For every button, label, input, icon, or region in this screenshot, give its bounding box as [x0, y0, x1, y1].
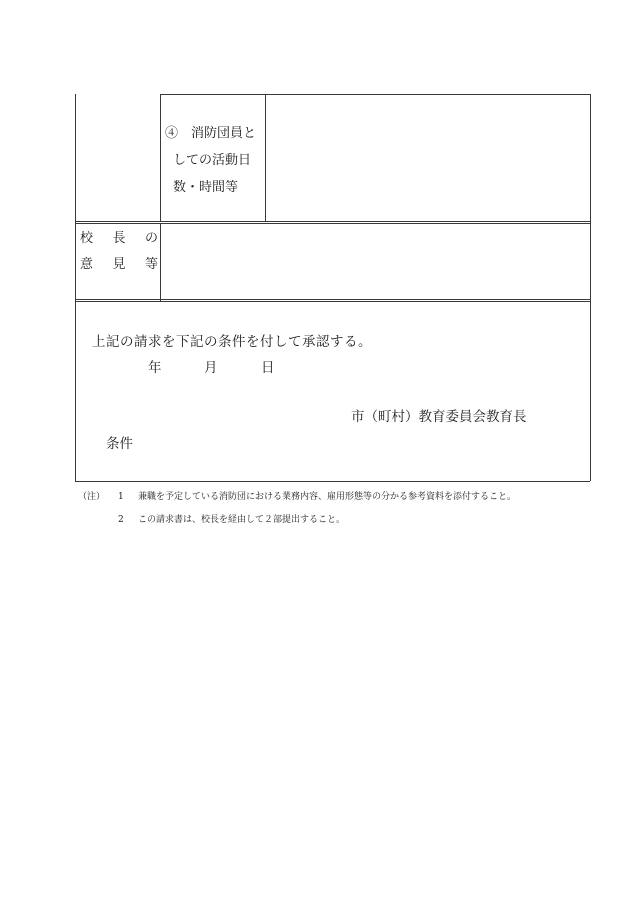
item4-label-line1: ④ 消防団員と — [165, 126, 257, 141]
table-bottom-line — [75, 481, 590, 482]
row-divider-1 — [75, 221, 590, 224]
item4-top-line — [160, 94, 590, 95]
condition-label: 条件 — [106, 436, 133, 452]
item4-right-divider — [265, 94, 266, 222]
principal-opinion-label — [80, 226, 158, 278]
approval-month: 月 — [204, 360, 218, 376]
note-1-number: 1 — [118, 492, 124, 502]
note-1-text: 兼職を予定している消防団における業務内容、雇用形態等の分かる参考資料を添付すること。 — [138, 492, 517, 502]
principal-divider — [160, 223, 161, 301]
principal-char: 見 — [112, 257, 126, 272]
notes-label: （注） — [78, 492, 106, 502]
signatory-title: 市（町村）教育委員会教育長 — [351, 409, 527, 425]
approval-day: 日 — [261, 360, 275, 376]
item4-label-line3: 数・時間等 — [173, 180, 239, 195]
note-2-text: この請求書は、校長を経由して２部提出すること。 — [138, 515, 346, 525]
principal-char: 長 — [112, 231, 126, 246]
principal-char: 意 — [80, 257, 94, 272]
note-2-number: 2 — [118, 515, 124, 525]
principal-char: 校 — [80, 231, 94, 246]
item4-label-line2: しての活動日 — [173, 153, 252, 168]
principal-label-row2 — [80, 252, 158, 278]
approval-statement: 上記の請求を下記の条件を付して承認する。 — [92, 334, 372, 350]
principal-char: の — [144, 231, 158, 246]
approval-year: 年 — [148, 360, 162, 376]
item4-label — [165, 120, 265, 201]
row-divider-2 — [75, 299, 590, 302]
principal-label-row1 — [80, 226, 158, 252]
item4-left-divider — [160, 94, 161, 222]
principal-char: 等 — [144, 257, 158, 272]
